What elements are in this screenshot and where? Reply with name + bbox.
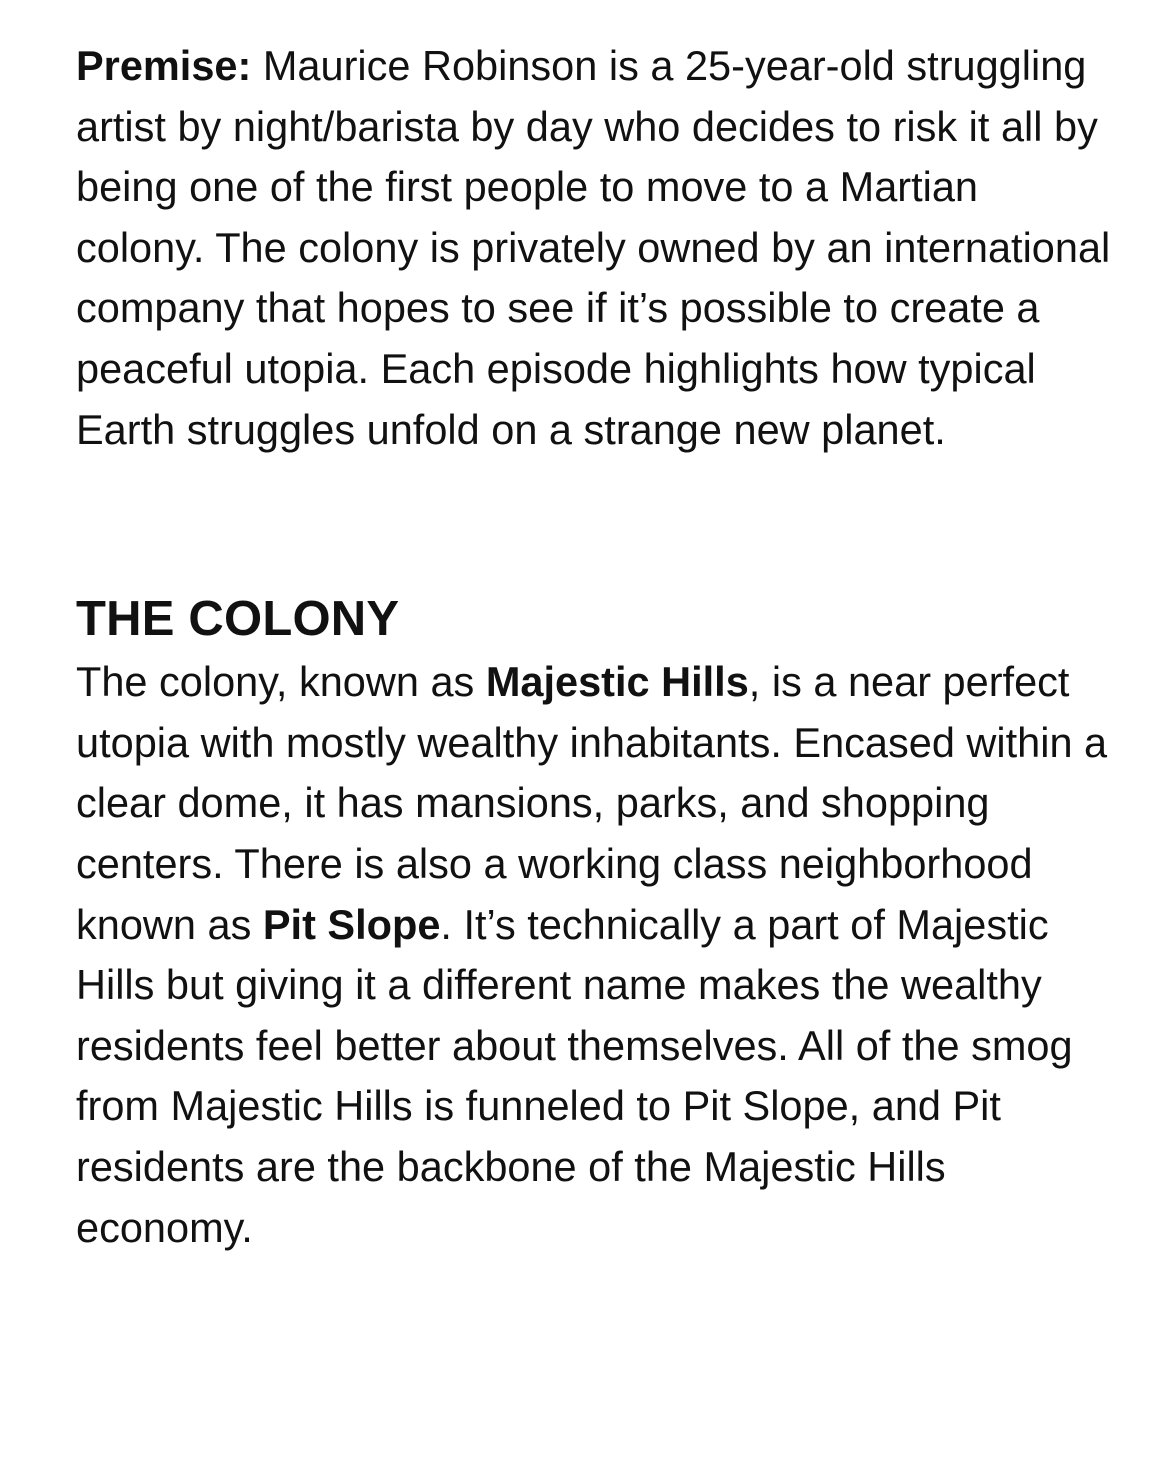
premise-paragraph [76, 36, 1116, 460]
colony-heading: THE COLONY [76, 592, 400, 647]
colony-text-2: , is a near perfect utopia with mostly wealthy inhabitants. Encased within a clear dome, it has mansions, parks, and shopping centers. There is also a working class neighborhood known as [76, 658, 1108, 948]
document-page [76, 36, 1116, 1258]
colony-text-3: . It’s technically a part of Majestic Hills but giving it a different name makes the wealthy residents feel better about themselves. All of the smog from Majestic Hills is funneled to Pit Slope, and Pit residents are the backbone of the Majestic Hills economy. [76, 900, 1073, 1251]
section-spacer [76, 460, 1116, 586]
pit-slope-name: Pit Slope [262, 900, 441, 948]
majestic-hills-name: Majestic Hills [485, 658, 749, 706]
colony-text-1: The colony, known as [76, 658, 486, 706]
premise-label: Premise: [76, 42, 252, 89]
premise-text: Maurice Robinson is a 25-year-old struggling artist by night/barista by day who decides to risk it all by being one of the first people to move to a Martian colony. The colony is privately owned by an international company that hopes to see if it’s possible to create a peaceful utopia. Each episode highlights how typical Earth struggles unfold on a strange new planet. [76, 42, 1111, 453]
colony-paragraph [76, 652, 1116, 1258]
